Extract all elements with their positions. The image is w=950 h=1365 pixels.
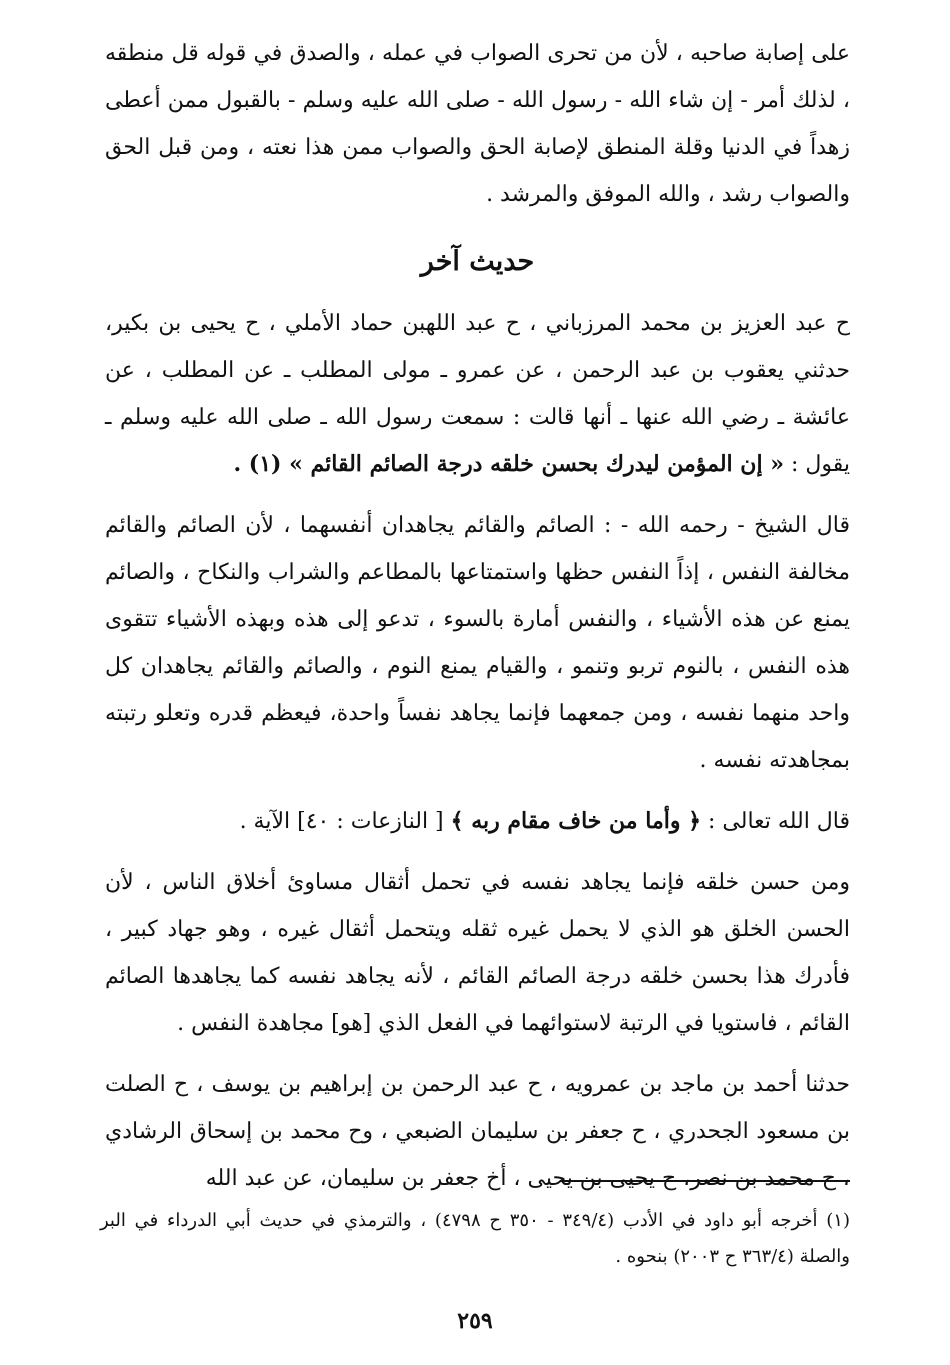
intro-paragraph: على إصابة صاحبه ، لأن من تحرى الصواب في عمله ، والصدق في قوله قل منطقه ، لذلك أمر - إن شاء الله - رسول الله - صلى الله عليه وسلم - بالقبول ممن أعطى زهداً في الدنيا وقلة المنطق لإصابة الحق والصواب ممن هذا نعته ، ومن قبل الحق والصواب رشد ، والله الموفق والمرشد . xyxy=(105,41,850,207)
sheikh-comment-paragraph: قال الشيخ - رحمه الله - : الصائم والقائم يجاهدان أنفسهما ، لأن الصائم والقائم مخالفة النفس ، إذاً النفس حظها واستمتاعها بالمطاعم والشراب والنكاح ، والصائم يمنع عن هذه الأشياء ، والنفس أمارة بالسوء ، تدعو إلى هذه وبهذه الأشياء تتقوى هذه النفس ، بالنوم تربو وتنمو ، والقيام يمنع النوم ، والصائم والقائم يجاهدان كل واحد منهما نفسه ، ومن جمعهما فإنما يجاهد نفساً واحدة، فيعظم قدره وتعلو رتبته بمجاهدته نفسه . xyxy=(105,513,850,773)
footnote: (١) أخرجه أبو داود في الأدب (٣٤٩/٤ - ٣٥٠ ح ٤٧٩٨) ، والترمذي في حديث أبي الدرداء في البر والصلة (٣٦٣/٤ ح ٢٠٠٣) بنحوه . xyxy=(100,1210,850,1267)
section-heading: حديث آخر xyxy=(420,246,535,277)
footnote-divider xyxy=(560,1180,850,1182)
second-isnad-paragraph: حدثنا أحمد بن ماجد بن عمرويه ، ح عبد الرحمن بن إبراهيم بن يوسف ، ح الصلت بن مسعود الجحدري ، ح جعفر بن سليمان الضبعي ، وح محمد بن إسحاق الرشادي ، ح محمد بن نصر، ح يحيى بن يحيى ، أخ جعفر بن سليمان، عن عبد الله xyxy=(105,1072,851,1191)
good-character-paragraph: ومن حسن خلقه فإنما يجاهد نفسه في تحمل أثقال مساوئ أخلاق الناس ، لأن الحسن الخلق هو الذي لا يحمل غيره ثقله ويتحمل أثقال غيره ، وهو جهاد كبير ، فأدرك هذا بحسن خلقه درجة الصائم القائم ، لأنه يجاهد نفسه كما يجاهدها الصائم القائم ، فاستويا في الرتبة لاستوائهما في الفعل الذي [هو] مجاهدة النفس . xyxy=(105,870,850,1036)
isnad-paragraph xyxy=(105,300,850,488)
isnad-text: ح عبد العزيز بن محمد المرزباني ، ح عبد اللهبن حماد الأملي ، ح يحيى بن بكير، حدثني يعقوب بن عبد الرحمن ، عن عمرو ـ مولى المطلب ـ عن المطلب ، عن عائشة ـ رضي الله عنها ـ أنها قالت : سمعت رسول الله ـ صلى الله عليه وسلم ـ يقول : xyxy=(105,311,850,477)
quran-intro: قال الله تعالى : xyxy=(708,809,850,834)
quran-text: ﴿ وأما من خاف مقام ربه ﴾ xyxy=(450,808,702,834)
page-number: ٢٥٩ xyxy=(457,1308,493,1334)
hadith-text: « إن المؤمن ليدرك بحسن خلقه درجة الصائم القائم » (١) . xyxy=(233,451,784,477)
quran-verse-paragraph xyxy=(105,798,850,845)
quran-reference: [ النازعات : ٤٠] الآية . xyxy=(239,809,444,834)
